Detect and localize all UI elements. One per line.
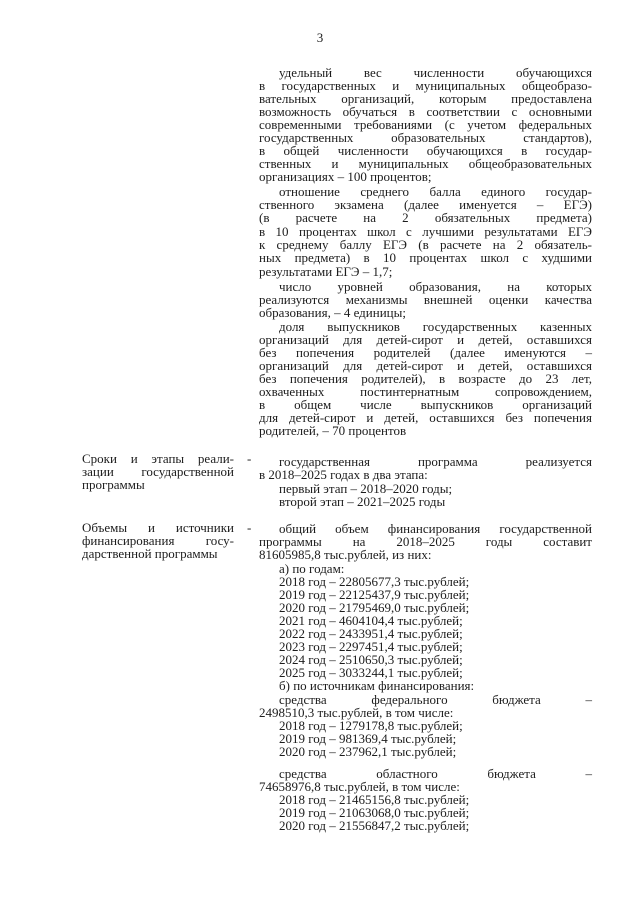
text-line: (в расчете на 2 обязательных предмета) [259,210,592,225]
text-line: средства федерального бюджета – [279,692,592,707]
text-line: доля выпускников государственных казенных [279,319,592,334]
text-line: второй этап – 2021–2025 годы [279,494,446,509]
text-line: государственных образовательных стандартов), [259,130,592,145]
text-line: образования, – 4 единицы; [259,305,406,320]
text-line: ственных и муниципальных общеобразовательных [259,156,592,171]
text-line: в 10 процентах школ с лучшими результатами ЕГЭ [259,224,592,239]
text-line: программы на 2018–2025 годы составит [259,534,592,549]
text-line: в общем числе выпускников организаций [259,397,592,412]
text-line: 2019 год – 21063068,0 тыс.рублей; [279,805,470,820]
text-line: родителей, – 70 процентов [259,423,407,438]
section-label-line: дарственной программы [82,546,218,561]
text-line: 2022 год – 2433951,4 тыс.рублей; [279,626,463,641]
text-line: государственная программа реализуется [279,454,592,469]
text-line: ственного экзамена (далее именуется – ЕГЭ) [259,197,592,212]
text-line: вательных организаций, которым предоставлена [259,91,592,106]
text-line: 74658976,8 тыс.рублей, в том числе: [259,779,460,794]
text-line: организаций для детей-сирот и детей, оставшихся [259,332,592,347]
text-line: удельный вес численности обучающихся [279,65,592,80]
text-line: 2024 год – 2510650,3 тыс.рублей; [279,652,463,667]
text-line: б) по источникам финансирования: [279,678,475,693]
text-line: 2019 год – 981369,4 тыс.рублей; [279,731,457,746]
section-label-line: зации государственной [82,464,234,479]
text-line: общий объем финансирования государственной [279,521,592,536]
text-line: к среднему баллу ЕГЭ (в расчете на 2 обязатель- [259,237,592,252]
text-line: первый этап – 2018–2020 годы; [279,481,453,496]
text-line: число уровней образования, на которых [279,279,592,294]
text-line: реализуются механизмы внешней оценки качества [259,292,592,307]
text-line: возможность обучаться в соответствии с основными [259,104,592,119]
separator-dash: - [247,451,252,466]
text-line: 2018 год – 21465156,8 тыс.рублей; [279,792,470,807]
text-line: отношение среднего балла единого государ- [279,184,592,199]
text-line: без попечения родителей (далее именуются – [259,345,592,360]
text-line: 2020 год – 21556847,2 тыс.рублей; [279,818,470,833]
text-line: в государственных и муниципальных общеобразо- [259,78,592,93]
text-line: 2498510,3 тыс.рублей, в том числе: [259,705,454,720]
text-line: средства областного бюджета – [279,766,592,781]
text-line: без попечения родителей), в возрасте до 23 лет, [259,371,592,386]
text-line: 2018 год – 1279178,8 тыс.рублей; [279,718,463,733]
text-line: а) по годам: [279,561,345,576]
text-line: 2023 год – 2297451,4 тыс.рублей; [279,639,463,654]
separator-dash: - [247,520,252,535]
text-line: 2018 год – 22805677,3 тыс.рублей; [279,574,470,589]
text-line: 2025 год – 3033244,1 тыс.рублей; [279,665,463,680]
section-label-line: финансирования госу- [82,533,234,548]
text-line: для детей-сирот и детей, оставшихся без попечения [259,410,592,425]
text-line: в общей численности обучающихся в государ- [259,143,592,158]
text-line: современными требованиями (с учетом федеральных [259,117,592,132]
text-line: результатами ЕГЭ – 1,7; [259,264,393,279]
text-line: ных предмета) в 10 процентах школ с худшими [259,250,592,265]
section-label-line: Объемы и источники [82,520,234,535]
text-line: в 2018–2025 годах в два этапа: [259,467,428,482]
text-line: охваченных постинтернатным сопровождением, [259,384,592,399]
text-line: 2020 год – 237962,1 тыс.рублей; [279,744,457,759]
text-line: 2021 год – 4604104,4 тыс.рублей; [279,613,463,628]
text-line: организациях – 100 процентов; [259,169,432,184]
page-number: 3 [316,30,324,45]
section-label-line: Сроки и этапы реали- [82,451,234,466]
text-line: 81605985,8 тыс.рублей, из них: [259,547,432,562]
section-label-line: программы [82,477,145,492]
text-line: организаций для детей-сирот и детей, оставшихся [259,358,592,373]
text-line: 2020 год – 21795469,0 тыс.рублей; [279,600,470,615]
text-line: 2019 год – 22125437,9 тыс.рублей; [279,587,470,602]
